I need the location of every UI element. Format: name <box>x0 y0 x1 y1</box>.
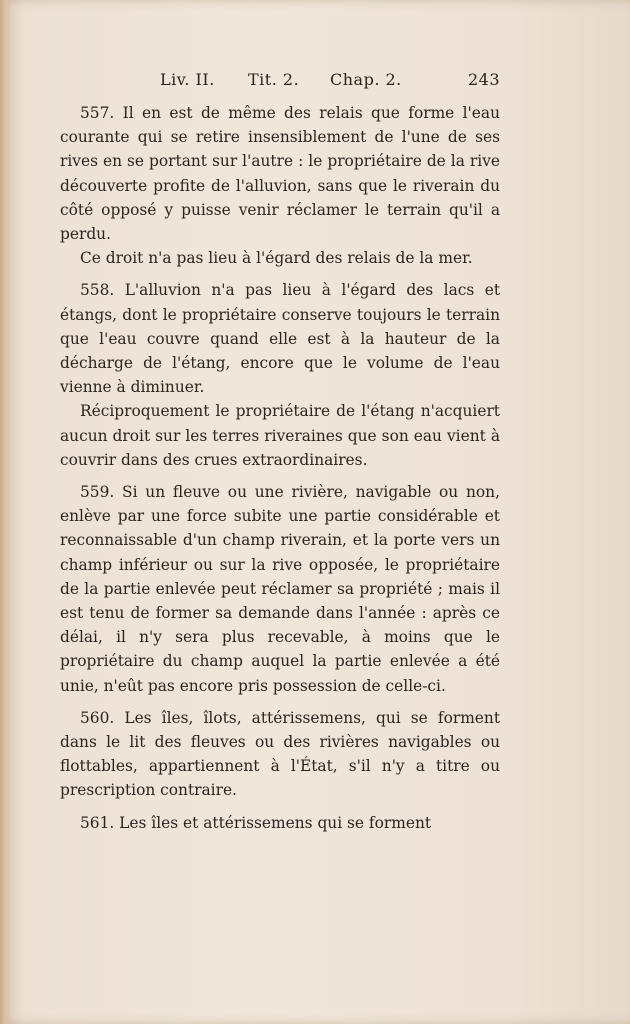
header-chapitre: Chap. 2. <box>330 70 402 89</box>
body-text <box>60 101 500 835</box>
article-558: 558. L'alluvion n'a pas lieu à l'égard des lacs et étangs, dont le propriétaire conserve toujours le terrain que l'eau couvre quand elle est à la hauteur de la décharge de l'étang, encore que le volume de l'eau vienne à diminuer. <box>60 281 500 397</box>
page-number: 243 <box>467 70 500 89</box>
article-557: 557. Il en est de même des relais que forme l'eau courante qui se retire insensiblement de l'une de ses rives en se portant sur l'autre : le propriétaire de la rive découverte profite de l'alluvion, sans que le riverain du côté opposé y puisse venir réclamer le terrain qu'il a perdu. <box>60 104 500 244</box>
article-559: 559. Si un fleuve ou une rivière, navigable ou non, enlève par une force subite une partie considérable et reconnaissable d'un champ riverain, et la porte vers un champ inférieur ou sur la rive opposée, le propriétaire de la partie enlevée peut réclamer sa propriété ; mais il est tenu de former sa demande dans l'année : après ce délai, il n'y sera plus recevable, à moins que le propriétaire du champ auquel la partie enlevée a été unie, n'eût pas encore pris possession de celle-ci. <box>60 483 500 695</box>
article-560: 560. Les îles, îlots, attérissemens, qui se forment dans le lit des fleuves ou des rivières navigables ou flottables, appartiennent à l'État, s'il n'y a titre ou prescription contraire. <box>60 708 500 800</box>
article-561: 561. Les îles et attérissemens qui se forment <box>80 813 432 832</box>
page-binding-edge <box>0 0 10 1024</box>
article-558-continuation: Réciproquement le propriétaire de l'étang n'acquiert aucun droit sur les terres riveraines que son eau vient à couvrir dans des crues extraordinaires. <box>60 402 500 469</box>
header-titre: Tit. 2. <box>248 70 300 89</box>
article-557-continuation: Ce droit n'a pas lieu à l'égard des relais de la mer. <box>80 249 473 268</box>
header-livre: Liv. II. <box>160 70 215 89</box>
